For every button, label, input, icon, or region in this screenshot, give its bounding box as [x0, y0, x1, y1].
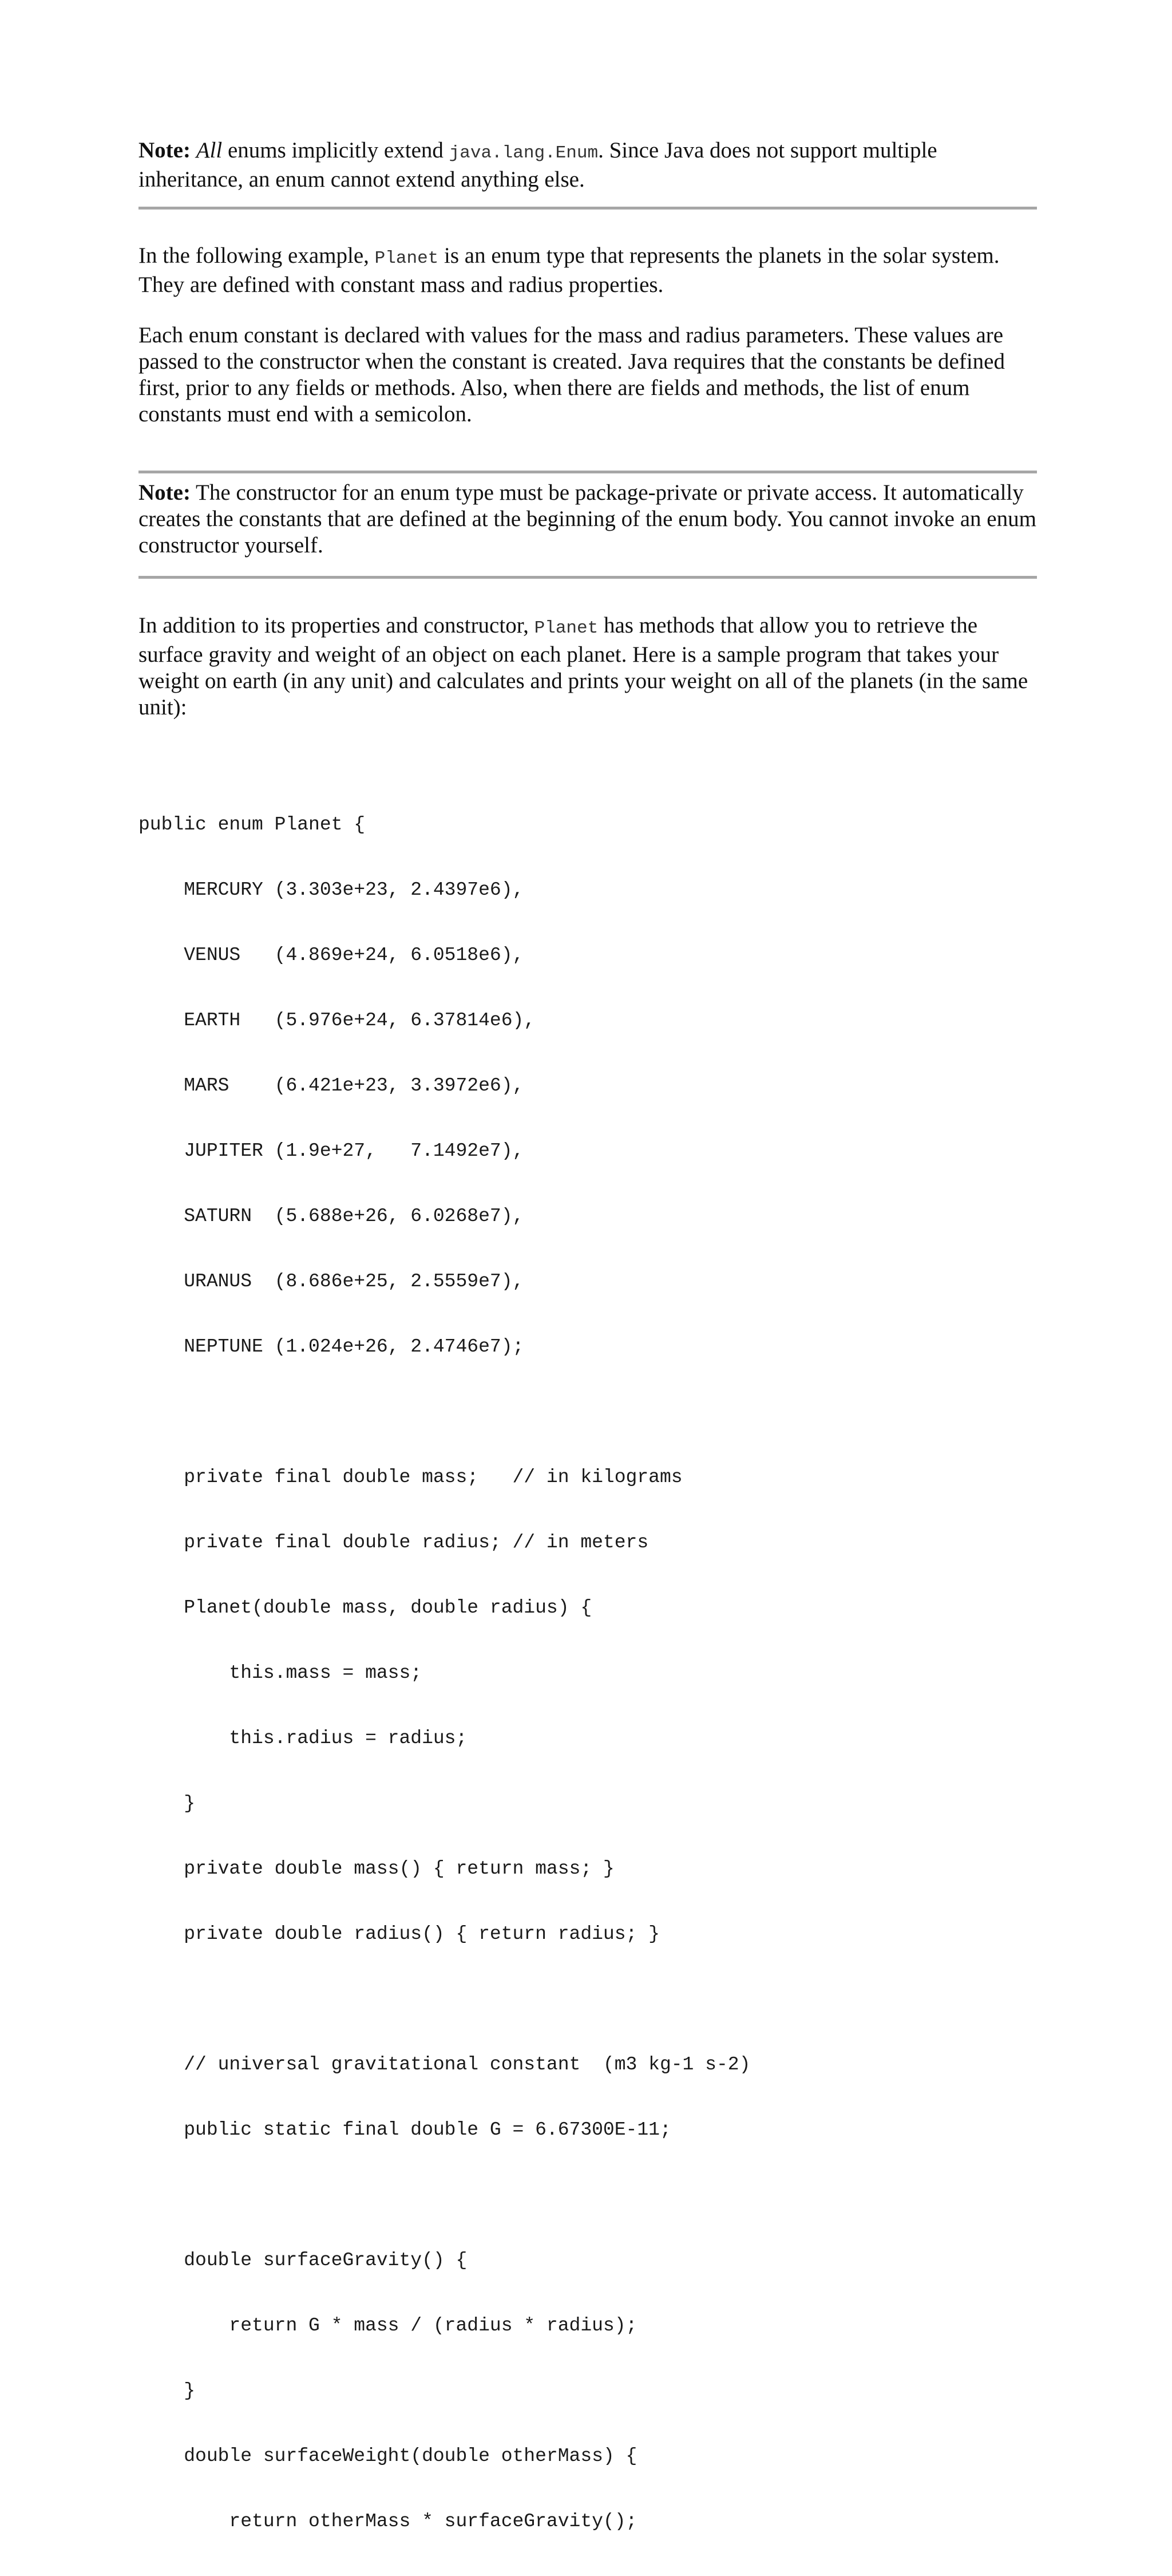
code-line: private double mass() { return mass; } [138, 1858, 615, 1879]
code-line [138, 1989, 750, 2010]
code-line: URANUS (8.686e+25, 2.5559e7), [138, 1271, 524, 1292]
code-line: double surfaceGravity() { [138, 2250, 468, 2271]
code-line: } [138, 2380, 196, 2401]
code-line: SATURN (5.688e+26, 6.0268e7), [138, 1206, 524, 1227]
code-line: JUPITER (1.9e+27, 7.1492e7), [138, 1140, 524, 1161]
para-text-b: is an enum type that represents the planets in the solar system. They are defined with constant mass and radius properties. [138, 243, 1000, 297]
code-line: // universal gravitational constant (m3 kg-1 s-2) [138, 2054, 751, 2075]
code-line: } [138, 1793, 196, 1814]
code-line: return otherMass * surfaceGravity(); [138, 2511, 638, 2532]
inline-code-planet: Planet [374, 248, 439, 268]
code-line: return G * mass / (radius * radius); [138, 2315, 638, 2336]
para-text-a: In the following example, [138, 243, 375, 268]
code-line: NEPTUNE (1.024e+26, 2.4746e7); [138, 1336, 524, 1357]
code-line [138, 1401, 750, 1423]
inline-code-java-lang-enum: java.lang.Enum [449, 143, 599, 163]
paragraph-enum-constants [138, 322, 1037, 428]
code-line: double surfaceWeight(double otherMass) { [138, 2445, 638, 2467]
paragraph-planet-intro [138, 243, 1037, 298]
code-line: VENUS (4.869e+24, 6.0518e6), [138, 945, 524, 966]
paragraph-planet-methods [138, 613, 1037, 721]
note-emphasis: All [196, 138, 223, 163]
inline-code-planet: Planet [534, 618, 599, 638]
code-line: Planet(double mass, double radius) { [138, 1597, 592, 1618]
note-label: Note: [138, 138, 191, 163]
code-line: private final double radius; // in meters [138, 1532, 649, 1553]
code-line: private double radius() { return radius; } [138, 1923, 660, 1945]
code-block-planet-enum [138, 771, 750, 2576]
para-text-b: has methods that allow you to retrieve the surface gravity and weight of an object on each planet. Here is a sample program that takes your weight on earth (in any unit) and calculates and prints your weight on all of the planets (in the same unit): [138, 613, 1028, 720]
code-line: private final double mass; // in kilograms [138, 1467, 683, 1488]
para-text: Each enum constant is declared with values for the mass and radius parameters. These values are passed to the constructor when the constant is created. Java requires that the constants be defined first, prior to any fields or methods. Also, when there are fields and methods, the list of enum constants must end with a semicolon. [138, 323, 1005, 426]
note-text-b: . Since Java does not support multiple inheritance, an enum cannot extend anything else. [138, 138, 937, 192]
note-text-a: enums implicitly extend [222, 138, 449, 163]
code-line: this.radius = radius; [138, 1728, 468, 1749]
horizontal-rule [138, 471, 1037, 473]
note-label: Note: [138, 480, 191, 505]
note-enum-inheritance [138, 137, 1037, 193]
horizontal-rule [138, 207, 1037, 210]
code-line: public static final double G = 6.67300E-11; [138, 2119, 671, 2140]
code-line: EARTH (5.976e+24, 6.37814e6), [138, 1010, 536, 1031]
code-line: MARS (6.421e+23, 3.3972e6), [138, 1075, 524, 1096]
note-text: The constructor for an enum type must be package-private or private access. It automatically creates the constants that are defined at the beginning of the enum body. You cannot invoke an enum constructor yourself. [138, 480, 1036, 558]
code-line: this.mass = mass; [138, 1662, 422, 1684]
code-line [138, 2184, 750, 2206]
note-enum-constructor [138, 480, 1037, 559]
code-line: MERCURY (3.303e+23, 2.4397e6), [138, 879, 524, 900]
para-text-a: In addition to its properties and constructor, [138, 613, 534, 638]
horizontal-rule [138, 576, 1037, 579]
code-line: public enum Planet { [138, 814, 366, 835]
